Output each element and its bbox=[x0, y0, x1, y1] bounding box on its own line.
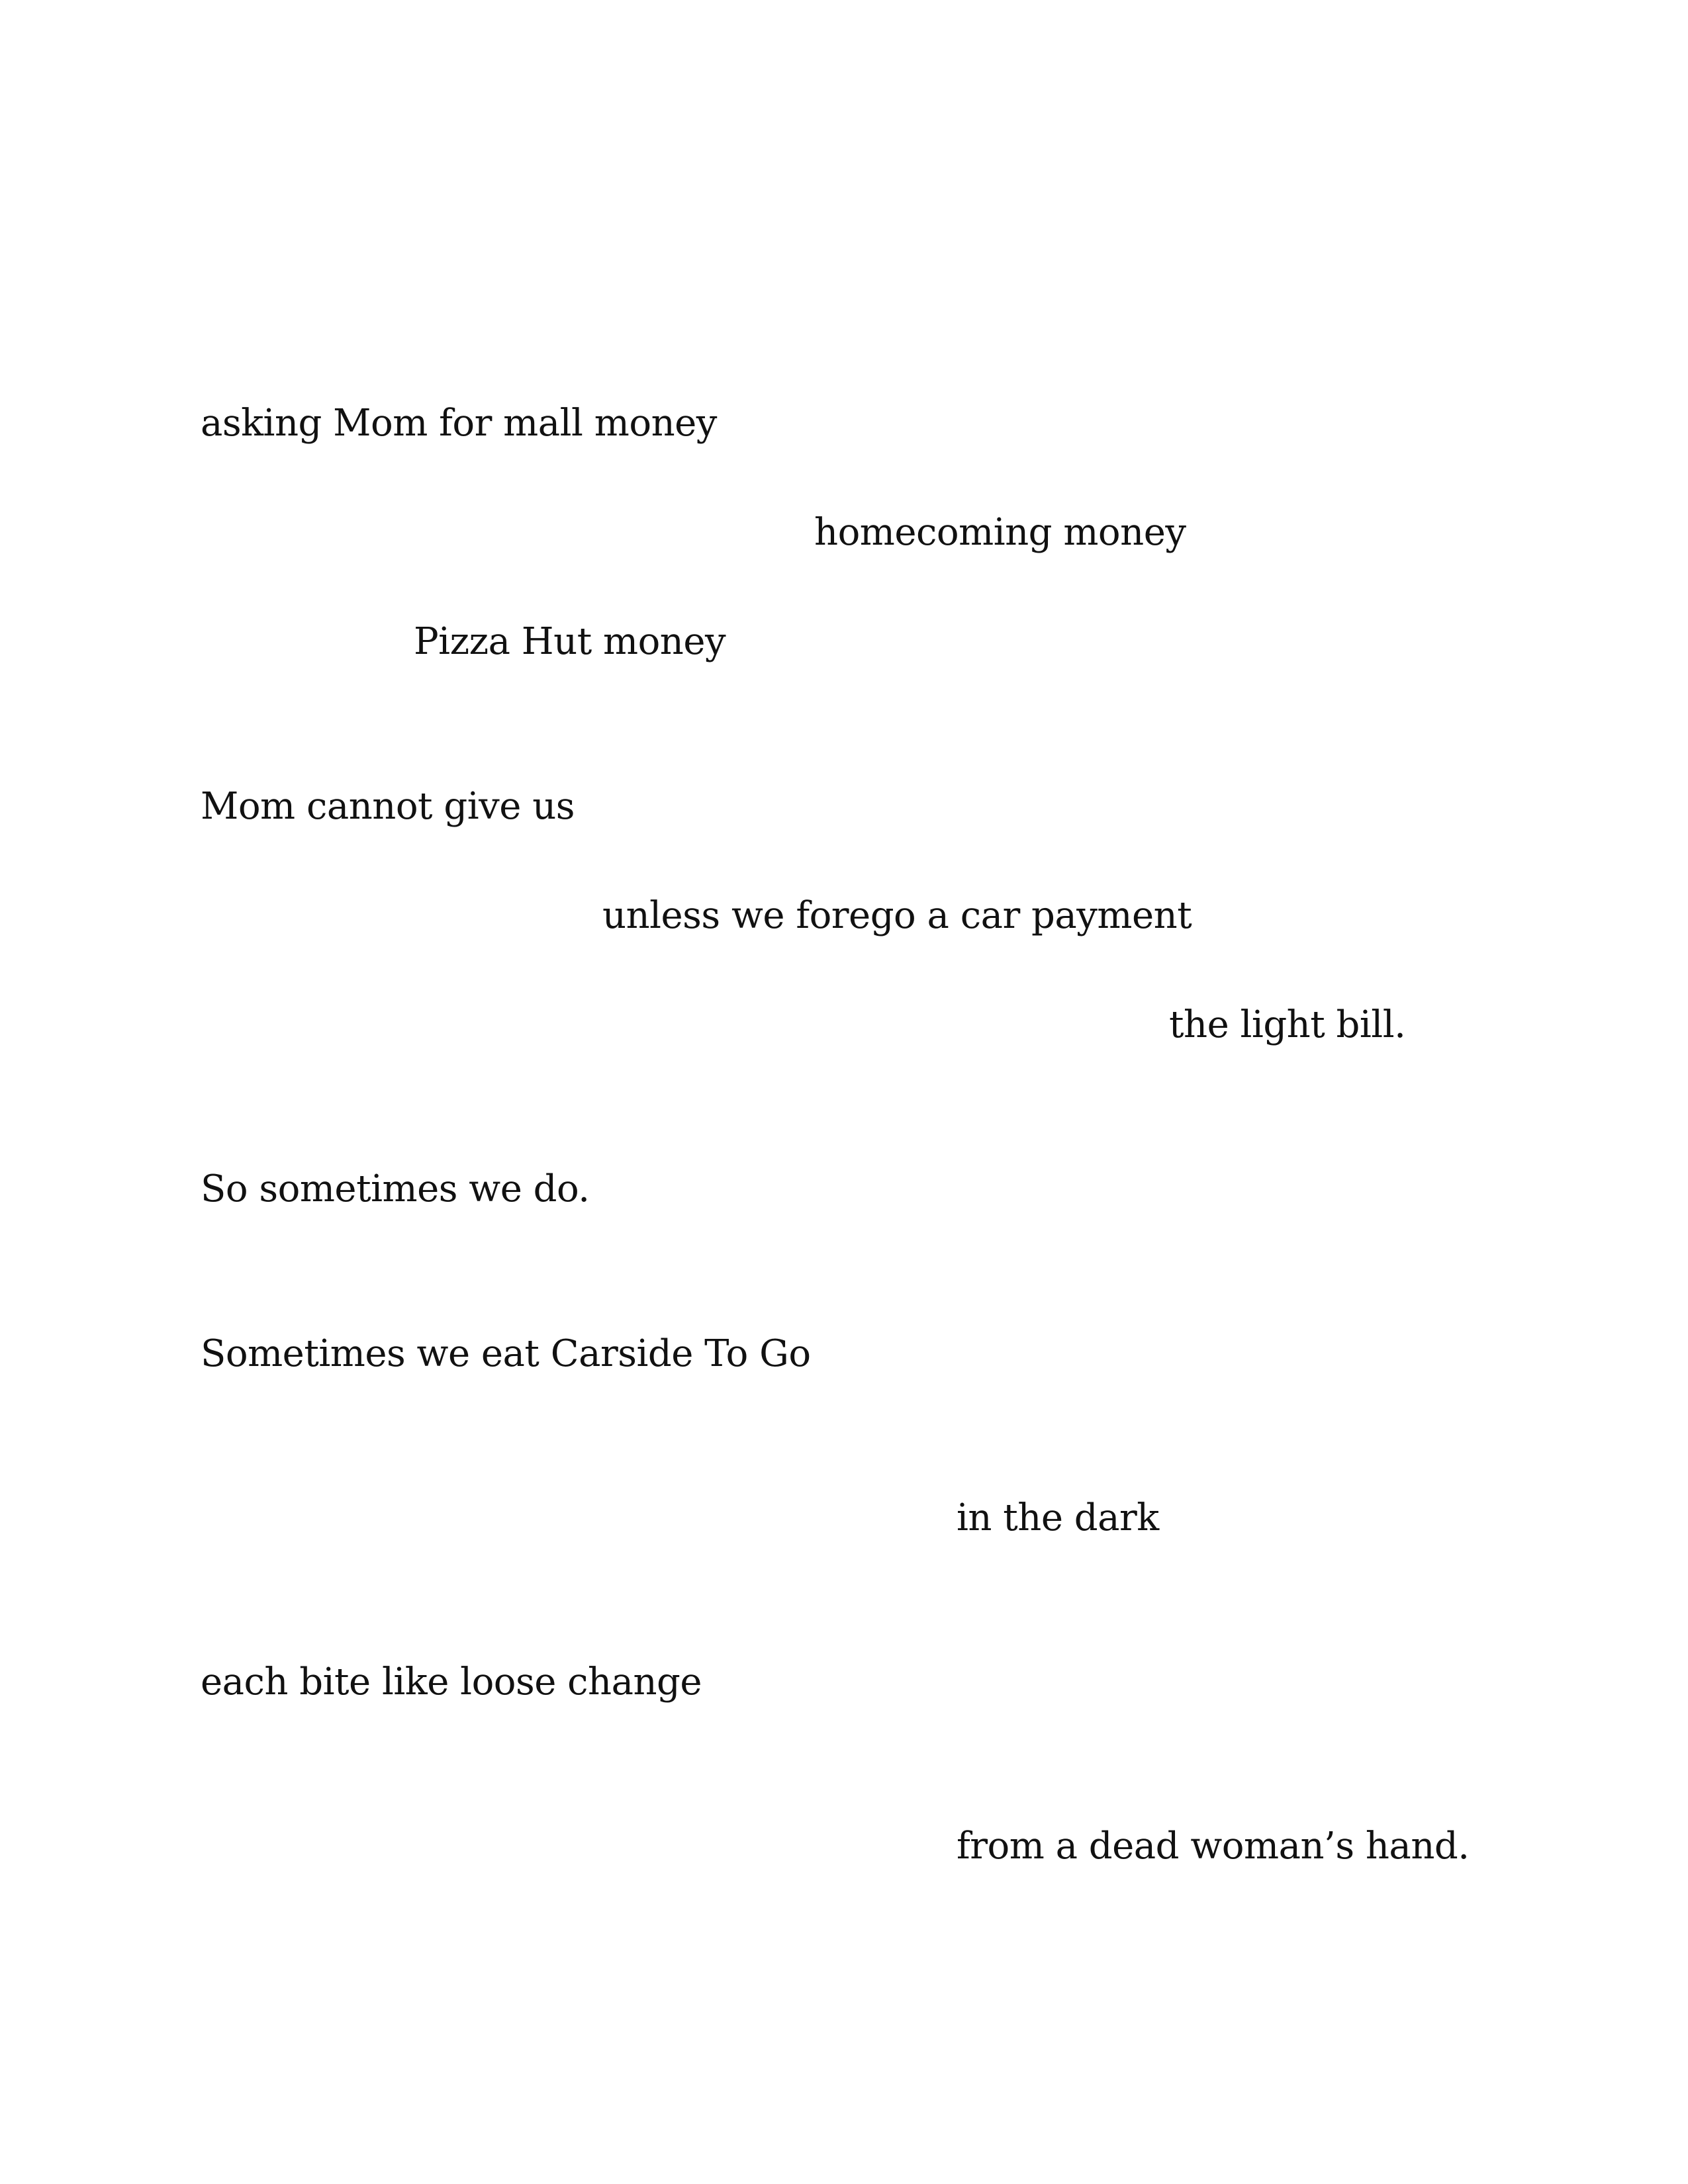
poem-line-10: each bite like loose change bbox=[201, 1661, 702, 1704]
poem-line-8: Sometimes we eat Carside To Go bbox=[201, 1332, 811, 1375]
poem-line-7: So sometimes we do. bbox=[201, 1167, 590, 1210]
poem-line-11: from a dead woman’s hand. bbox=[957, 1825, 1470, 1868]
poem-line-6: the light bill. bbox=[1169, 1003, 1406, 1046]
poem-line-4: Mom cannot give us bbox=[201, 785, 575, 828]
poem-line-3: Pizza Hut money bbox=[414, 620, 726, 663]
poem-line-2: homecoming money bbox=[814, 511, 1186, 554]
poem-line-5: unless we forego a car payment bbox=[602, 894, 1192, 937]
poem-line-1: asking Mom for mall money bbox=[201, 402, 717, 445]
poem-line-9: in the dark bbox=[957, 1496, 1159, 1539]
